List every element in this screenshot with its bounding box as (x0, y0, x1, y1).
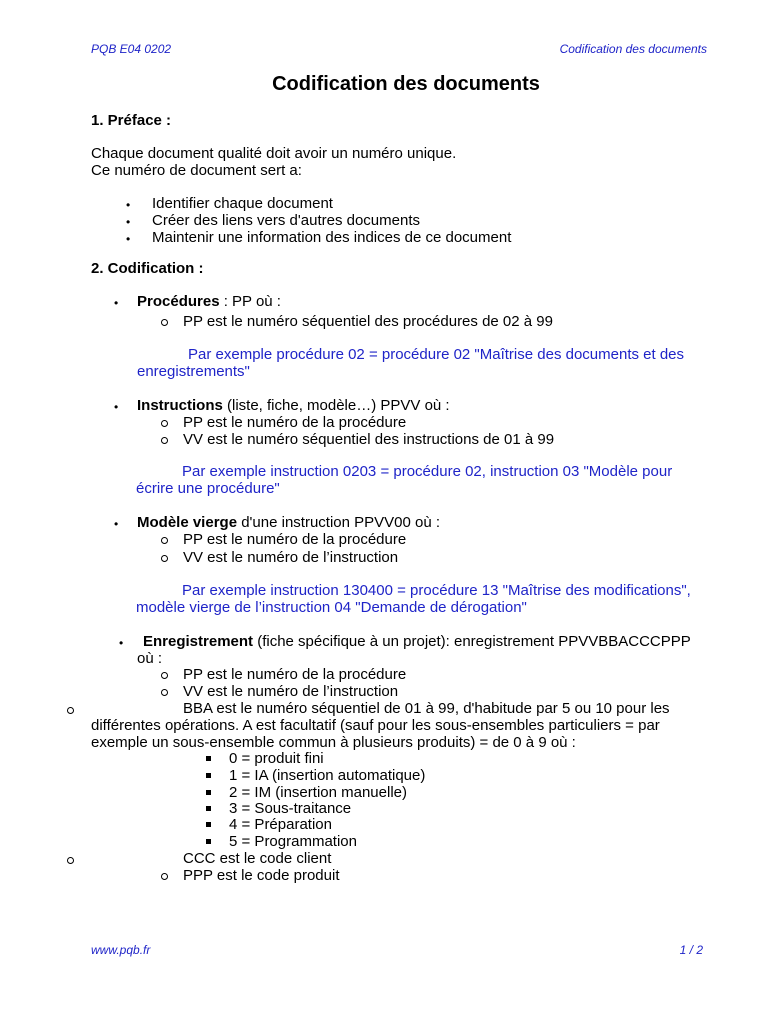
procedures-example-2: enregistrements" (137, 363, 250, 380)
bullet-icon: • (126, 215, 131, 229)
header-right: Codification des documents (559, 42, 707, 56)
circle-bullet-icon (67, 857, 74, 864)
modele-rest: d'une instruction PPVV00 où : (237, 514, 441, 531)
instructions-example-2: écrire une procédure" (136, 480, 280, 497)
circle-bullet-icon (161, 420, 168, 427)
preface-line-2: Ce numéro de document sert a: (91, 162, 302, 179)
circle-bullet-icon (67, 707, 74, 714)
modele-example-1: Par exemple instruction 130400 = procédure 13 "Maîtrise des modifications", (182, 582, 691, 599)
bullet-icon: • (114, 400, 119, 414)
circle-bullet-icon (161, 873, 168, 880)
circle-bullet-icon (161, 319, 168, 326)
page-title: Codification des documents (272, 73, 540, 95)
circle-bullet-icon (161, 437, 168, 444)
bullet-icon: • (114, 517, 119, 531)
square-bullet-icon (206, 773, 211, 778)
enregistrement-line (143, 633, 691, 650)
code-item-3: 3 = Sous-traitance (229, 800, 352, 817)
bullet-icon: • (126, 232, 131, 246)
preface-line-1: Chaque document qualité doit avoir un numéro unique. (91, 145, 457, 162)
preface-heading: 1. Préface : (91, 112, 172, 129)
square-bullet-icon (206, 790, 211, 795)
procedures-example-1: Par exemple procédure 02 = procédure 02 "Maîtrise des documents et des (188, 346, 685, 363)
instructions-label: Instructions (137, 397, 223, 414)
bullet-icon: • (126, 198, 131, 212)
square-bullet-icon (206, 822, 211, 827)
preface-bullet-3: Maintenir une information des indices de ce document (152, 229, 512, 246)
procedures-label: Procédures (137, 293, 220, 310)
bullet-icon: • (114, 296, 119, 310)
code-item-1: 1 = IA (insertion automatique) (229, 767, 426, 784)
modele-example-2: modèle vierge de l’instruction 04 "Demande de dérogation" (136, 599, 527, 616)
codification-heading: 2. Codification : (91, 260, 204, 277)
bba-line-2: différentes opérations. A est facultatif (sauf pour les sous-ensembles particuliers = par (91, 717, 660, 734)
ccc-line: CCC est le code client (183, 850, 332, 867)
procedures-sub-1: PP est le numéro séquentiel des procédures de 02 à 99 (183, 313, 553, 330)
modele-line (137, 514, 440, 531)
code-item-5: 5 = Programmation (229, 833, 357, 850)
preface-bullet-2: Créer des liens vers d'autres documents (152, 212, 420, 229)
modele-label: Modèle vierge (137, 514, 238, 531)
bba-line-1: BBA est le numéro séquentiel de 01 à 99, d'habitude par 5 ou 10 pour les (183, 700, 670, 717)
footer-left: www.pqb.fr (91, 943, 151, 957)
modele-sub-1: PP est le numéro de la procédure (183, 531, 407, 548)
instructions-rest: (liste, fiche, modèle…) PPVV où : (222, 397, 450, 414)
modele-sub-2: VV est le numéro de l’instruction (183, 549, 399, 566)
code-item-0: 0 = produit fini (229, 750, 324, 767)
ppp-line: PPP est le code produit (183, 867, 340, 884)
enregistrement-rest-2: où : (137, 650, 163, 667)
code-item-4: 4 = Préparation (229, 816, 332, 833)
circle-bullet-icon (161, 689, 168, 696)
bullet-icon: • (119, 636, 124, 650)
instructions-line (137, 397, 450, 414)
bba-line-3: exemple un sous-ensemble commun à plusieurs produits) = de 0 à 9 où : (91, 734, 576, 751)
procedures-rest: : PP où : (219, 293, 281, 310)
instructions-sub-1: PP est le numéro de la procédure (183, 414, 407, 431)
square-bullet-icon (206, 806, 211, 811)
square-bullet-icon (206, 839, 211, 844)
square-bullet-icon (206, 756, 211, 761)
enregistrement-label: Enregistrement (143, 633, 254, 650)
instructions-example-1: Par exemple instruction 0203 = procédure 02, instruction 03 "Modèle pour (182, 463, 673, 480)
enregistrement-sub-1: PP est le numéro de la procédure (183, 666, 407, 683)
code-item-2: 2 = IM (insertion manuelle) (229, 784, 407, 801)
enregistrement-rest: (fiche spécifique à un projet): enregistrement PPVVBBACCCPPP (253, 633, 691, 650)
circle-bullet-icon (161, 672, 168, 679)
enregistrement-sub-2: VV est le numéro de l’instruction (183, 683, 399, 700)
procedures-line (137, 293, 281, 310)
footer-page-number: 1 / 2 (679, 943, 703, 957)
circle-bullet-icon (161, 537, 168, 544)
instructions-sub-2: VV est le numéro séquentiel des instructions de 01 à 99 (183, 431, 555, 448)
header-left: PQB E04 0202 (91, 42, 172, 56)
circle-bullet-icon (161, 555, 168, 562)
preface-bullet-1: Identifier chaque document (152, 195, 333, 212)
